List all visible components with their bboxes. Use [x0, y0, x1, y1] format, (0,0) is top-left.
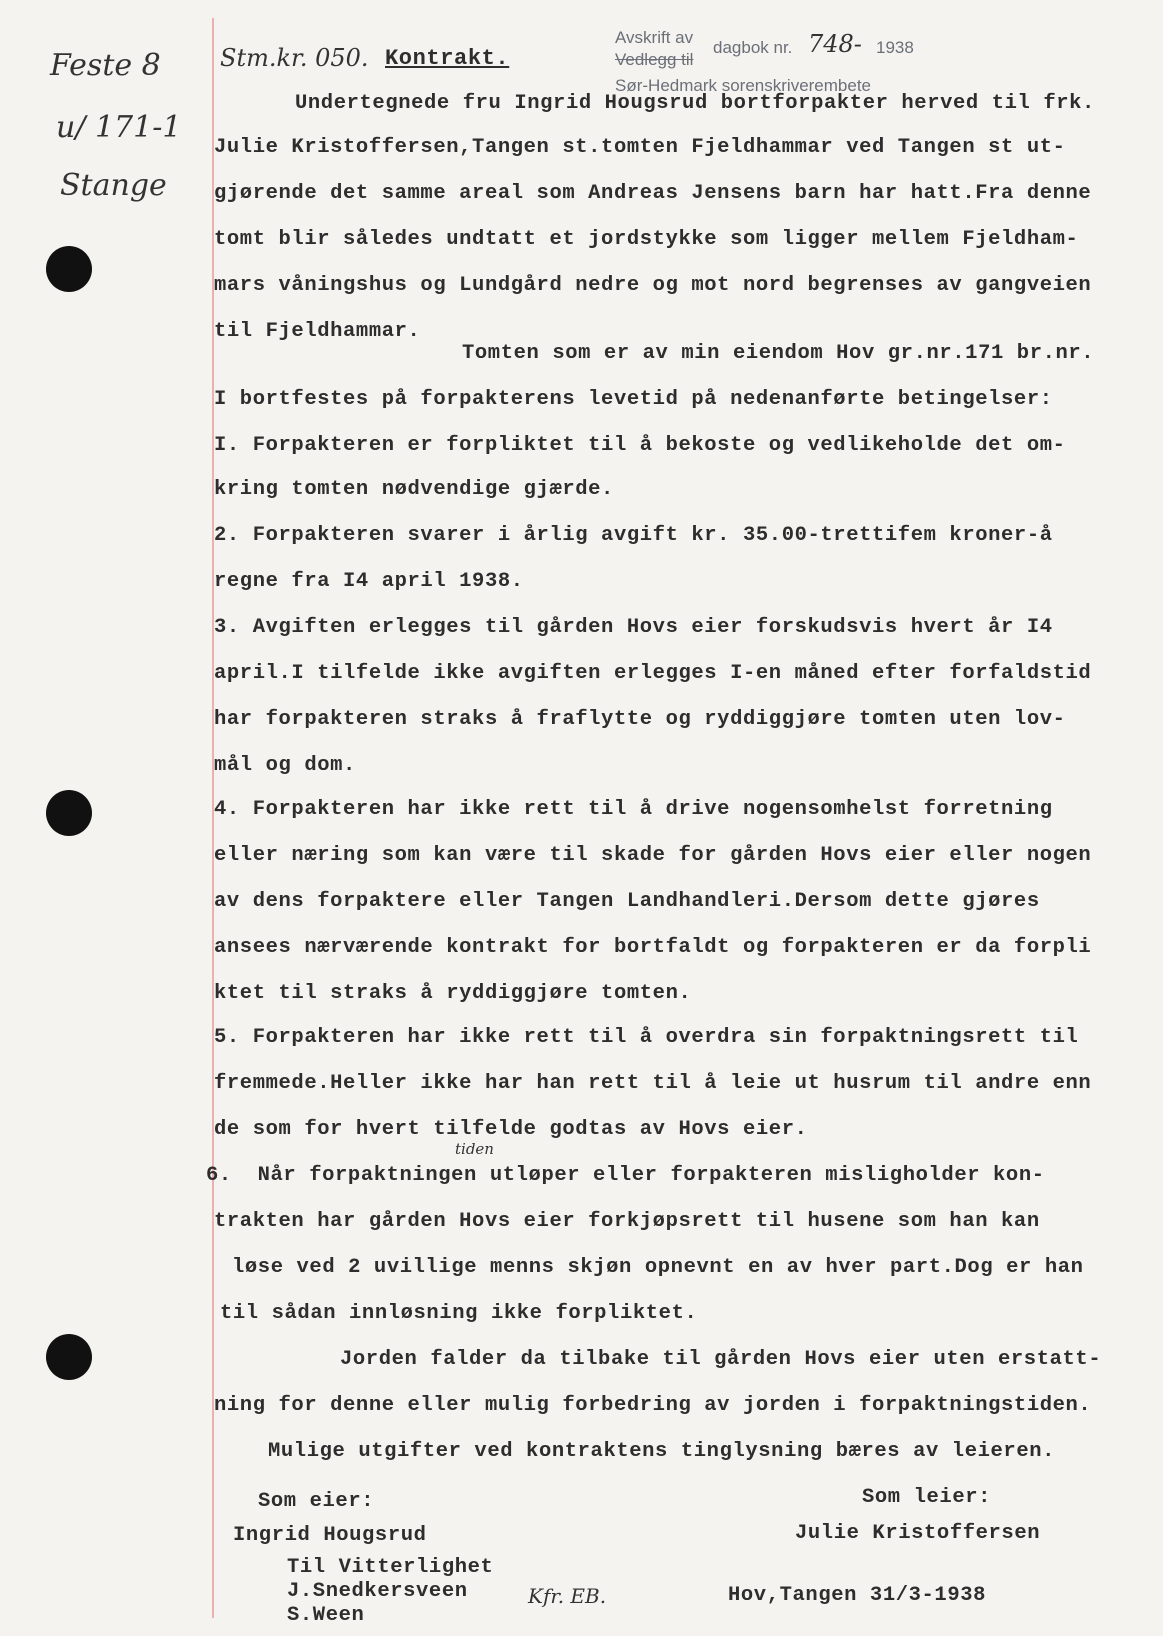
body-line: mål og dom. [214, 754, 356, 777]
body-line: de som for hvert tilfelde godtas av Hovs eier. [214, 1118, 808, 1141]
witness-label: Til Vitterlighet [287, 1556, 494, 1579]
body-line: eller næring som kan være til skade for gården Hovs eier eller nogen [214, 844, 1092, 867]
body-line: regne fra I4 april 1938. [214, 570, 524, 593]
body-line: ansees nærværende kontrakt for bortfaldt og forpakteren er da forpli [214, 936, 1092, 959]
body-line: kring tomten nødvendige gjærde. [214, 478, 614, 501]
body-line: 3. Avgiften erlegges til gården Hovs eier forskudsvis hvert år I4 [214, 616, 1053, 639]
lessee-name: Julie Kristoffersen [795, 1522, 1041, 1545]
witness-1: J.Snedkersveen [287, 1580, 468, 1603]
punch-hole [46, 790, 92, 836]
margin-note-feste: Feste 8 [50, 48, 161, 83]
body-line: Mulige utgifter ved kontraktens tinglysning bæres av leieren. [268, 1440, 1056, 1463]
owner-name: Ingrid Hougsrud [233, 1524, 427, 1547]
body-line: 5. Forpakteren har ikke rett til å overdra sin forpaktningsrett til [214, 1026, 1079, 1049]
place-date: Hov,Tangen 31/3-1938 [728, 1584, 987, 1607]
body-line: tomt blir således undtatt et jordstykke som ligger mellem Fjeldham- [214, 228, 1079, 251]
stamp-year: 1938 [876, 38, 914, 57]
owner-label: Som eier: [258, 1490, 375, 1513]
lessee-label: Som leier: [862, 1486, 992, 1509]
stamp-vedlegg: Vedlegg til [615, 50, 694, 69]
body-line: til sådan innløsning ikke forpliktet. [220, 1302, 698, 1325]
document-title: Kontrakt. [385, 46, 510, 71]
body-line: Tomten som er av min eiendom Hov gr.nr.171 br.nr. [462, 342, 1095, 365]
stamp-dagbok: dagbok nr. [713, 38, 793, 57]
punch-hole [46, 1334, 92, 1380]
body-line: har forpakteren straks å fraflytte og ryddiggjøre tomten uten lov- [214, 708, 1066, 731]
body-line: I bortfestes på forpakterens levetid på nedenanførte betingelser: [214, 388, 1053, 411]
punch-hole [46, 246, 92, 292]
body-line: 2. Forpakteren svarer i årlig avgift kr. 35.00-trettifem kroner-å [214, 524, 1053, 547]
body-line: ning for denne eller mulig forbedring av jorden i forpaktningstiden. [214, 1394, 1092, 1417]
reference-number: Stm.kr. 050. [220, 44, 369, 72]
stamp-office: Sør-Hedmark sorenskriverembete [615, 76, 872, 95]
initials: Kfr. EB. [528, 1584, 607, 1608]
body-line: Undertegnede fru Ingrid Hougsrud bortforpakter herved til frk. [295, 92, 1095, 115]
body-line: 6. Når forpaktningen utløper eller forpakteren misligholder kon- [206, 1164, 1045, 1187]
body-line: 4. Forpakteren har ikke rett til å drive nogensomhelst forretning [214, 798, 1053, 821]
body-line: gjørende det samme areal som Andreas Jensens barn har hatt.Fra denne [214, 182, 1092, 205]
body-line: ktet til straks å ryddiggjøre tomten. [214, 982, 692, 1005]
body-line: I. Forpakteren er forpliktet til å bekoste og vedlikeholde det om- [214, 434, 1066, 457]
dagbok-number: 748- [808, 30, 862, 58]
body-line: trakten har gården Hovs eier forkjøpsrett til husene som han kan [214, 1210, 1040, 1233]
insertion-note: tiden [455, 1140, 494, 1158]
body-line: Jorden falder da tilbake til gården Hovs eier uten erstatt- [340, 1348, 1102, 1371]
body-line: løse ved 2 uvillige menns skjøn opnevnt en av hver part.Dog er han [232, 1256, 1084, 1279]
witness-2: S.Ween [287, 1604, 365, 1627]
body-line: Julie Kristoffersen,Tangen st.tomten Fjeldhammar ved Tangen st ut- [214, 136, 1066, 159]
body-line: mars våningshus og Lundgård nedre og mot nord begrenses av gangveien [214, 274, 1092, 297]
body-line: april.I tilfelde ikke avgiften erlegges I-en måned efter forfaldstid [214, 662, 1092, 685]
body-line: av dens forpaktere eller Tangen Landhandleri.Dersom dette gjøres [214, 890, 1040, 913]
body-line: til Fjeldhammar. [214, 320, 421, 343]
stamp-avskrift: Avskrift av [615, 28, 694, 47]
margin-note-number: u/ 171-1 [56, 110, 182, 145]
body-line: fremmede.Heller ikke har han rett til å leie ut husrum til andre enn [214, 1072, 1092, 1095]
margin-note-place: Stange [60, 168, 167, 203]
